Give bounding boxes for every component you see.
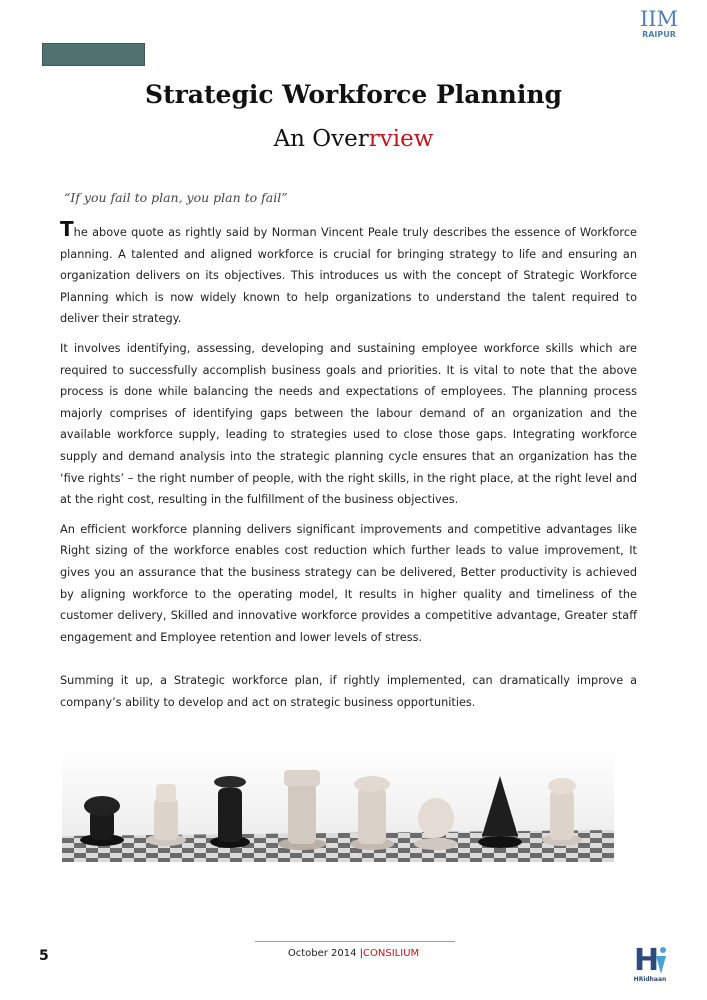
hridhaan-logo	[630, 940, 670, 990]
svg-text:H: H	[634, 943, 660, 976]
logo-main-text: IIM	[639, 7, 679, 31]
logo-sub-text: RAIPUR	[642, 30, 676, 39]
chess-illustration	[62, 748, 614, 862]
page-subtitle	[0, 126, 707, 152]
subtitle-black: An Over	[273, 126, 369, 152]
dropcap: T	[60, 217, 74, 241]
paragraph-2: It involves identifying, assessing, developing and sustaining employee workforce skills which are required to successfully accomplish business goals and priorities. It is vital to note that the above process is done while balancing the needs and expectations of employees. The planning process majorly comprises of identifying gaps between the labour demand of an organization and the available workforce supply, leading to strategies used to close those gaps. Integrating workforce supply and demand analysis into the strategic planning cycle ensures that an organization has the ‘five rights’ – the right number of people, with the right skills, in the right place, at the right level and at the right cost, resulting in the fulfillment of the business objectives.	[60, 341, 637, 507]
footer-brand: CONSILIUM	[363, 948, 420, 959]
iim-raipur-logo	[629, 8, 689, 39]
quote: “If you fail to plan, you plan to fail”	[64, 190, 288, 205]
article-body	[60, 217, 637, 721]
paragraph-1-text: he above quote as rightly said by Norman Vincent Peale truly describes the essence of Workforce planning. A talented and aligned workforce is crucial for bringing strategy to life and ensuring an organization delivers on its objectives. This introduces us with the concept of Strategic Workforce Planning which is now widely known to help organizations to understand the talent required to deliver their strategy.	[60, 226, 637, 326]
chess-pieces-image	[62, 748, 614, 862]
subtitle-red: rview	[368, 126, 434, 152]
paragraph-1	[60, 217, 637, 330]
footer-text	[0, 948, 707, 959]
paragraph-3: An efficient workforce planning delivers significant improvements and competitive advantages like Right sizing of the workforce enables cost reduction which further leads to value improvement, It gives you an assurance that the business strategy can be delivered, Better productivity is achieved by aligning workforce to the operating model, It results in higher quality and timeliness of the customer delivery, Skilled and innovative workforce provides a competitive advantage, Greater staff engagement and Employee retention and lower levels of stress.	[60, 522, 637, 644]
page-number: 5	[39, 948, 49, 964]
hridhaan-caption: HRidhaan	[633, 976, 667, 983]
footer-date: October 2014 |	[287, 948, 364, 959]
paragraph-4: Summing it up, a Strategic workforce plan, if rightly implemented, can dramatically improve a company’s ability to develop and act on strategic business opportunities.	[60, 674, 637, 709]
header-tab-bar	[42, 43, 145, 66]
page-title: Strategic Workforce Planning	[145, 80, 562, 109]
hridhaan-logo-icon	[630, 940, 670, 976]
footer-divider	[255, 941, 455, 942]
